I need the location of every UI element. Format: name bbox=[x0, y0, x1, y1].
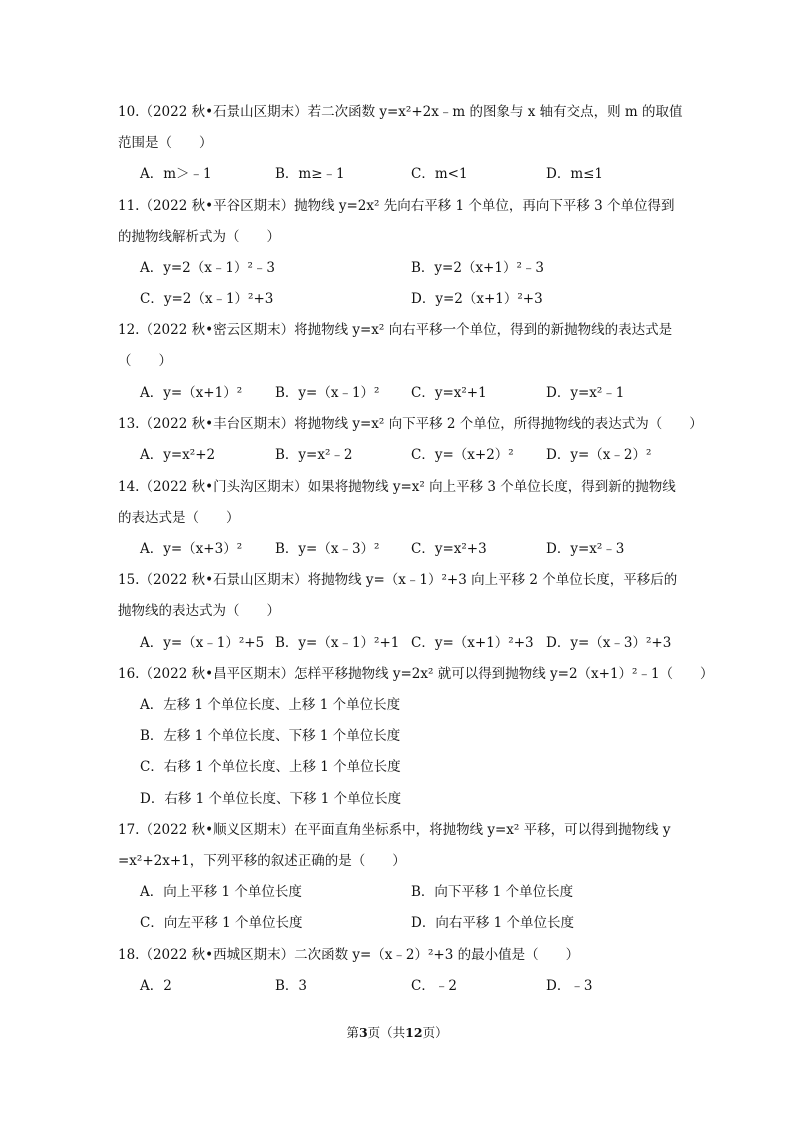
question-16-line-1: 16.（2022 秋•昌平区期末）怎样平移抛物线 y=2x² 就可以得到抛物线 y=2（x+1）²﹣1（ ） bbox=[118, 666, 714, 682]
question-13-line-1: 13.（2022 秋•丰台区期末）将抛物线 y=x² 向下平移 2 个单位，所得抛物线的表达式为（ ） bbox=[118, 416, 703, 432]
question-14-line-1: 14.（2022 秋•门头沟区期末）如果将抛物线 y=x² 向上平移 3 个单位长度，得到新的抛物线 bbox=[118, 479, 676, 495]
question-12-option-a: A．y=（x+1）² bbox=[140, 385, 243, 401]
question-11-option-b: B．y=2（x+1）²﹣3 bbox=[411, 260, 544, 276]
question-10-line-1: 10.（2022 秋•石景山区期末）若二次函数 y=x²+2x﹣m 的图象与 x 轴有交点，则 m 的取值 bbox=[118, 104, 683, 120]
question-18-option-a: A．2 bbox=[140, 978, 172, 994]
question-12-option-c: C．y=x²+1 bbox=[411, 385, 487, 401]
question-15-option-a: A．y=（x﹣1）²+5 bbox=[140, 635, 265, 651]
question-10-option-c: C．m<1 bbox=[411, 166, 468, 182]
question-18-option-c: C．﹣2 bbox=[411, 978, 457, 994]
question-16-option-a: A．左移 1 个单位长度、上移 1 个单位长度 bbox=[140, 697, 401, 713]
question-18-option-b: B．3 bbox=[275, 978, 308, 994]
question-11-option-a: A．y=2（x﹣1）²﹣3 bbox=[140, 260, 275, 276]
question-14-option-c: C．y=x²+3 bbox=[411, 541, 487, 557]
footer-total-pages: 12 bbox=[405, 1025, 423, 1040]
question-15-line-1: 15.（2022 秋•石景山区期末）将抛物线 y=（x﹣1）²+3 向上平移 2 个单位长度，平移后的 bbox=[118, 572, 678, 588]
question-13-option-b: B．y=x²﹣2 bbox=[275, 447, 353, 463]
question-18-option-d: D．﹣3 bbox=[546, 978, 593, 994]
page-footer bbox=[0, 1024, 794, 1042]
question-15-option-d: D．y=（x﹣3）²+3 bbox=[546, 635, 672, 651]
question-10-option-d: D．m≤1 bbox=[546, 166, 604, 182]
footer-suffix: 页） bbox=[422, 1025, 448, 1040]
question-14-line-2: 的表达式是（ ） bbox=[118, 510, 240, 526]
question-11-line-1: 11.（2022 秋•平谷区期末）抛物线 y=2x² 先向右平移 1 个单位，再向下平移 3 个单位得到 bbox=[118, 198, 675, 214]
question-17-option-a: A．向上平移 1 个单位长度 bbox=[140, 884, 302, 900]
question-17-line-2: =x²+2x+1，下列平移的叙述正确的是（ ） bbox=[118, 853, 406, 869]
question-12-option-d: D．y=x²﹣1 bbox=[546, 385, 625, 401]
footer-prefix: 第 bbox=[346, 1025, 359, 1040]
question-17-option-b: B．向下平移 1 个单位长度 bbox=[411, 884, 574, 900]
question-10-option-a: A．m＞﹣1 bbox=[140, 166, 212, 182]
question-13-option-c: C．y=（x+2）² bbox=[411, 447, 514, 463]
question-11-option-c: C．y=2（x﹣1）²+3 bbox=[140, 291, 274, 307]
question-15-option-c: C．y=（x+1）²+3 bbox=[411, 635, 534, 651]
question-12-line-1: 12.（2022 秋•密云区期末）将抛物线 y=x² 向右平移一个单位，得到的新抛物线的表达式是 bbox=[118, 322, 673, 338]
question-10-line-2: 范围是（ ） bbox=[118, 135, 213, 151]
question-13-option-d: D．y=（x﹣2）² bbox=[546, 447, 652, 463]
question-14-option-a: A．y=（x+3）² bbox=[140, 541, 243, 557]
question-11-option-d: D．y=2（x+1）²+3 bbox=[411, 291, 543, 307]
question-15-option-b: B．y=（x﹣1）²+1 bbox=[275, 635, 400, 651]
question-16-option-d: D．右移 1 个单位长度、下移 1 个单位长度 bbox=[140, 791, 402, 807]
question-17-line-1: 17.（2022 秋•顺义区期末）在平面直角坐标系中，将抛物线 y=x² 平移，可以得到抛物线 y bbox=[118, 822, 671, 838]
question-10-option-b: B．m≥﹣1 bbox=[275, 166, 345, 182]
question-17-option-d: D．向右平移 1 个单位长度 bbox=[411, 915, 574, 931]
question-13-option-a: A．y=x²+2 bbox=[140, 447, 216, 463]
question-18-line-1: 18.（2022 秋•西城区期末）二次函数 y=（x﹣2）²+3 的最小值是（ ） bbox=[118, 947, 580, 963]
footer-page-number: 3 bbox=[358, 1025, 368, 1040]
question-14-option-b: B．y=（x﹣3）² bbox=[275, 541, 380, 557]
question-15-line-2: 抛物线的表达式为（ ） bbox=[118, 603, 280, 619]
question-11-line-2: 的抛物线解析式为（ ） bbox=[118, 229, 280, 245]
question-12-option-b: B．y=（x﹣1）² bbox=[275, 385, 380, 401]
question-16-option-c: C．右移 1 个单位长度、上移 1 个单位长度 bbox=[140, 759, 401, 775]
question-16-option-b: B．左移 1 个单位长度、下移 1 个单位长度 bbox=[140, 728, 401, 744]
question-14-option-d: D．y=x²﹣3 bbox=[546, 541, 625, 557]
question-12-line-2: （ ） bbox=[118, 353, 172, 369]
question-17-option-c: C．向左平移 1 个单位长度 bbox=[140, 915, 303, 931]
footer-middle: 页（共 bbox=[367, 1025, 406, 1040]
